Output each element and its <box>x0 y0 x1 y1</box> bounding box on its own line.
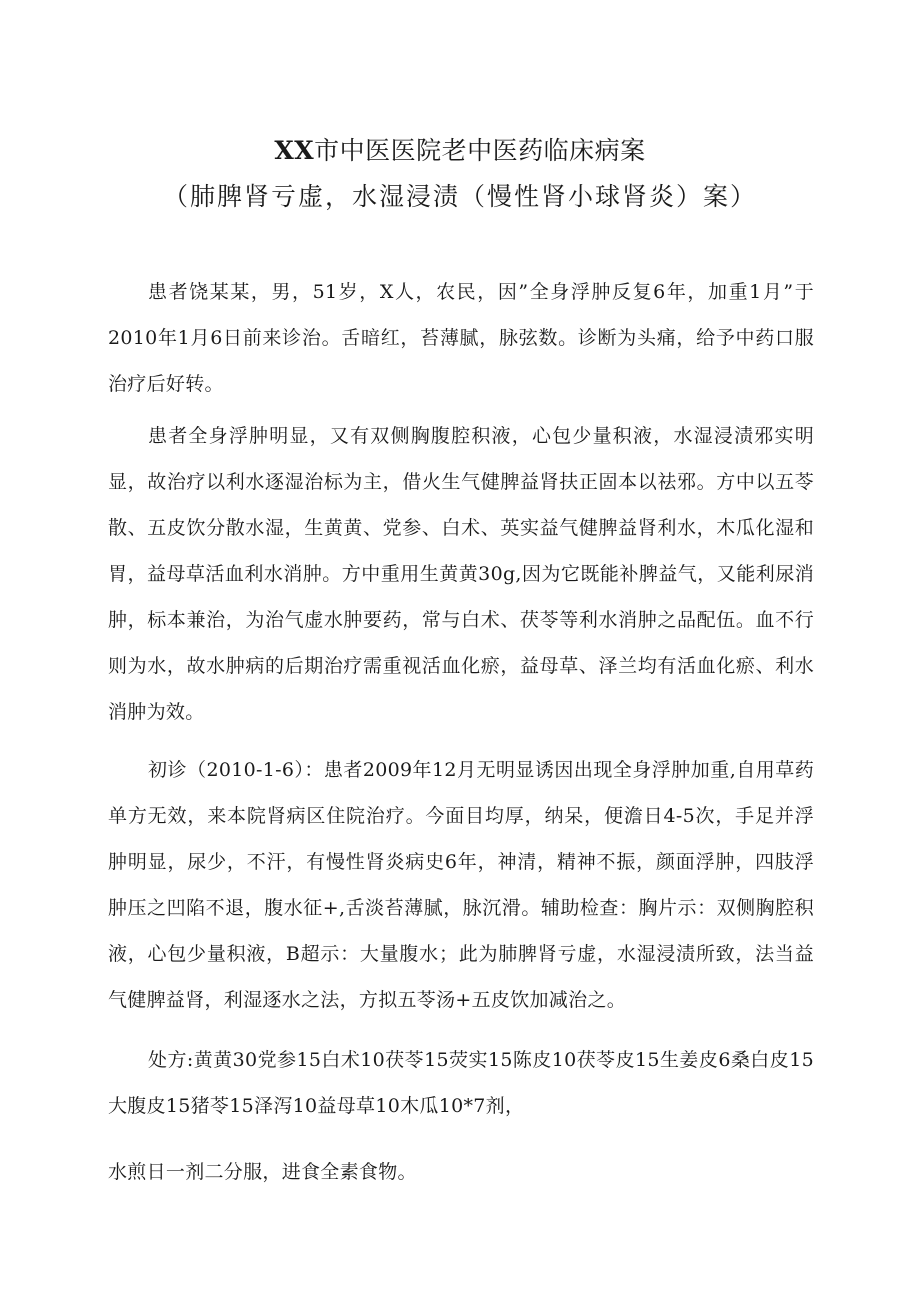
title-main: 市中医医院老中医药临床病案 <box>314 136 646 165</box>
paragraph-first-visit: 初诊（2010-1-6）：患者2009年12月无明显诱因出现全身浮肿加重,自用草药单方无效，来本院肾病区住院治疗。今面目均厚，纳呆，便澹日4-5次，手足并浮肿明显，尿少，不汗，有慢性肾炎病史6年，神清，精神不振，颜面浮肿，四肢浮肿压之凹陷不退，腹水征+,舌淡苔薄腻，脉沉滑。辅助检查：胸片示：双侧胸腔积液，心包少量积液，B超示：大量腹水；此为肺脾肾亏虚，水湿浸渍所致，法当益气健脾益肾，利湿逐水之法，方拟五苓汤+五皮饮加减治之。 <box>108 759 814 1011</box>
document-title <box>0 136 920 166</box>
paragraph-patient-info: 患者饶某某，男，51岁，X人，农民，因”全身浮肿反复6年，加重1月”于2010年1月6日前来诊治。舌暗红，苔薄腻，脉弦数。诊断为头痛，给予中药口服治疗后好转。 <box>108 281 814 395</box>
document-subtitle: （肺脾肾亏虚，水湿浸渍（慢性肾小球肾炎）案） <box>162 182 757 211</box>
title-prefix: XX <box>274 136 315 165</box>
paragraph-instructions: 水煎日一剂二分服，进食全素食物。 <box>108 1161 417 1183</box>
paragraph-prescription: 处方:黄黄30党参15白术10茯苓15荧实15陈皮10茯苓皮15生姜皮6桑白皮15大腹皮15猪苓15泽泻10益母草10木瓜10*7剂， <box>108 1049 814 1117</box>
paragraph-analysis: 患者全身浮肿明显，又有双侧胸腹腔积液，心包少量积液，水湿浸渍邪实明显，故治疗以利水逐湿治标为主，借火生气健脾益肾扶正固本以祛邪。方中以五苓散、五皮饮分散水湿，生黄黄、党参、白术、英实益气健脾益肾利水，木瓜化湿和胃，益母草活血利水消肿。方中重用生黄黄30g,因为它既能补脾益气，又能利尿消肿，标本兼治，为治气虚水肿要药，常与白术、茯苓等利水消肿之品配伍。血不行则为水，故水肿病的后期治疗需重视活血化瘀，益母草、泽兰均有活血化瘀、利水消肿为效。 <box>108 425 814 723</box>
